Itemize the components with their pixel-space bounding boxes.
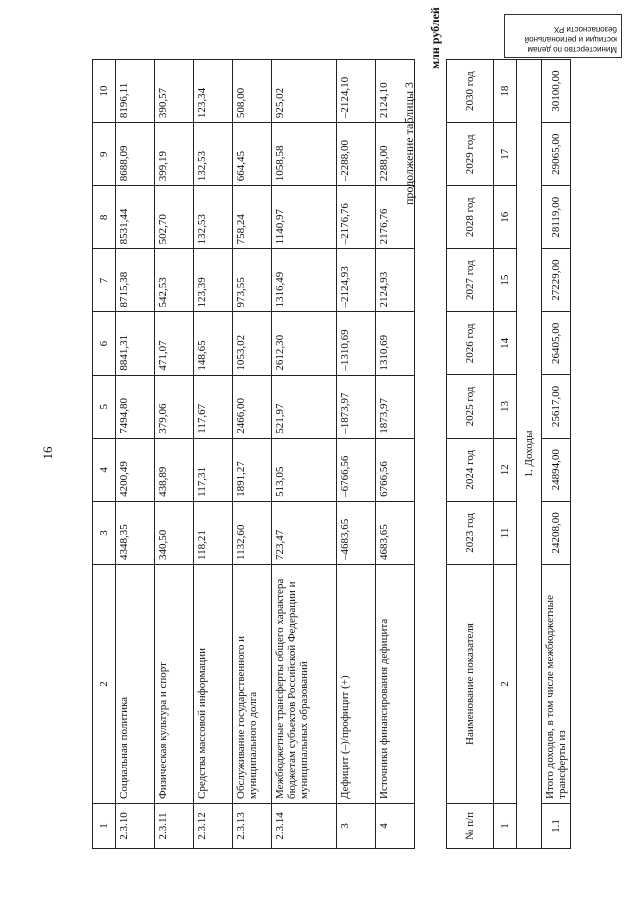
row-name: Дефицит (–)/профицит (+) <box>337 565 376 804</box>
cell-value: 8715,38 <box>116 249 155 312</box>
table-row <box>542 60 571 849</box>
row-code: 4 <box>376 804 415 849</box>
year-header: 2024 год <box>447 438 494 501</box>
table-row <box>116 60 155 849</box>
cell-value: 399,19 <box>155 123 194 186</box>
cell-value: 2612,30 <box>272 312 337 375</box>
cell-value: 117,31 <box>194 438 233 501</box>
cell-value: 1140,97 <box>272 186 337 249</box>
registration-stamp <box>504 14 622 58</box>
row-name: Социальная политика <box>116 565 155 804</box>
header-cell: 3 <box>93 501 116 564</box>
cell-value: 4200,49 <box>116 438 155 501</box>
col-name-header: Наименование показателя <box>447 565 494 804</box>
header-cell: 8 <box>93 186 116 249</box>
cell-value: 4348,35 <box>116 501 155 564</box>
cell-value: 1310,69 <box>376 312 415 375</box>
column-number: 2 <box>494 565 517 804</box>
col-no-header: № п/п <box>447 804 494 849</box>
cell-value: 1132,60 <box>233 501 272 564</box>
cell-value: 2288,00 <box>376 123 415 186</box>
year-header: 2027 год <box>447 249 494 312</box>
table-row <box>155 60 194 849</box>
row-code: 2.3.13 <box>233 804 272 849</box>
cell-value: 27229,00 <box>542 249 571 312</box>
cell-value: –2124,10 <box>337 60 376 123</box>
cell-value: 28119,00 <box>542 186 571 249</box>
cell-value: 438,89 <box>155 438 194 501</box>
cell-value: 2124,10 <box>376 60 415 123</box>
cell-value: 508,00 <box>233 60 272 123</box>
row-name: Межбюджетные трансферты общего характера бюджетам субъектов Российской Федерации и муниципальных образований <box>272 565 337 804</box>
column-number: 16 <box>494 186 517 249</box>
cell-value: 340,50 <box>155 501 194 564</box>
cell-value: 513,05 <box>272 438 337 501</box>
cell-value: 758,24 <box>233 186 272 249</box>
table-row <box>194 60 233 849</box>
cell-value: 8688,09 <box>116 123 155 186</box>
cell-value: 502,70 <box>155 186 194 249</box>
cell-value: 521,97 <box>272 375 337 438</box>
cell-value: 1058,58 <box>272 123 337 186</box>
row-code: 2.3.14 <box>272 804 337 849</box>
cell-value: 4683,65 <box>376 501 415 564</box>
row-name: Итого доходов, в том числе межбюджетные трансферты из <box>542 565 571 804</box>
budget-table-part1 <box>92 59 415 849</box>
cell-value: 2176,76 <box>376 186 415 249</box>
section-row <box>517 60 542 849</box>
budget-table-part2 <box>446 59 571 849</box>
year-header: 2026 год <box>447 312 494 375</box>
cell-value: 2124,93 <box>376 249 415 312</box>
cell-value: –1873,97 <box>337 375 376 438</box>
table-row <box>337 60 376 849</box>
cell-value: 379,06 <box>155 375 194 438</box>
cell-value: 471,07 <box>155 312 194 375</box>
cell-value: 664,45 <box>233 123 272 186</box>
column-number: 13 <box>494 375 517 438</box>
header-cell: 10 <box>93 60 116 123</box>
cell-value: 25617,00 <box>542 375 571 438</box>
cell-value: 8196,11 <box>116 60 155 123</box>
cell-value: 123,39 <box>194 249 233 312</box>
header-cell: 9 <box>93 123 116 186</box>
cell-value: 542,53 <box>155 249 194 312</box>
cell-value: –2176,76 <box>337 186 376 249</box>
header-cell: 5 <box>93 375 116 438</box>
page-number: 16 <box>40 446 55 460</box>
continuation-label: продолжение таблицы 3 <box>402 81 416 205</box>
cell-value: 148,65 <box>194 312 233 375</box>
cell-value: 973,55 <box>233 249 272 312</box>
table-header-row <box>93 60 116 849</box>
row-code: 2.3.11 <box>155 804 194 849</box>
cell-value: 132,53 <box>194 123 233 186</box>
cell-value: 118,21 <box>194 501 233 564</box>
cell-value: 1053,02 <box>233 312 272 375</box>
row-code: 2.3.12 <box>194 804 233 849</box>
cell-value: 26405,00 <box>542 312 571 375</box>
cell-value: –6766,56 <box>337 438 376 501</box>
row-code: 2.3.10 <box>116 804 155 849</box>
cell-value: 117,67 <box>194 375 233 438</box>
cell-value: 24208,00 <box>542 501 571 564</box>
table-row <box>233 60 272 849</box>
row-name: Источники финансирования дефицита <box>376 565 415 804</box>
cell-value: 132,53 <box>194 186 233 249</box>
column-number: 15 <box>494 249 517 312</box>
column-number-row <box>494 60 517 849</box>
cell-value: 6766,56 <box>376 438 415 501</box>
header-cell: 6 <box>93 312 116 375</box>
column-number: 1 <box>494 804 517 849</box>
cell-value: 30100,00 <box>542 60 571 123</box>
cell-value: –4683,65 <box>337 501 376 564</box>
stamp-line: юстиции и региональной <box>524 35 617 44</box>
year-header: 2030 год <box>447 60 494 123</box>
section-title: 1. Доходы <box>517 60 542 849</box>
year-header: 2028 год <box>447 186 494 249</box>
cell-value: 7494,80 <box>116 375 155 438</box>
column-number: 18 <box>494 60 517 123</box>
cell-value: 1873,97 <box>376 375 415 438</box>
year-header: 2029 год <box>447 123 494 186</box>
row-name: Физическая культура и спорт <box>155 565 194 804</box>
row-code: 1.1 <box>542 804 571 849</box>
year-header: 2023 год <box>447 501 494 564</box>
row-code: 3 <box>337 804 376 849</box>
cell-value: 123,34 <box>194 60 233 123</box>
unit-label: млн рублей <box>428 7 442 69</box>
cell-value: 24894,00 <box>542 438 571 501</box>
cell-value: –1310,69 <box>337 312 376 375</box>
stamp-line: безопасности РХ <box>553 25 617 34</box>
column-number: 12 <box>494 438 517 501</box>
row-name: Обслуживание государственного и муниципального долга <box>233 565 272 804</box>
header-cell: 1 <box>93 804 116 849</box>
cell-value: 390,57 <box>155 60 194 123</box>
header-cell: 7 <box>93 249 116 312</box>
cell-value: 8531,44 <box>116 186 155 249</box>
row-name: Средства массовой информации <box>194 565 233 804</box>
cell-value: 723,47 <box>272 501 337 564</box>
cell-value: –2288,00 <box>337 123 376 186</box>
cell-value: –2124,93 <box>337 249 376 312</box>
cell-value: 925,02 <box>272 60 337 123</box>
table-row <box>272 60 337 849</box>
cell-value: 1891,27 <box>233 438 272 501</box>
year-header: 2025 год <box>447 375 494 438</box>
cell-value: 8841,31 <box>116 312 155 375</box>
cell-value: 1316,49 <box>272 249 337 312</box>
cell-value: 29065,00 <box>542 123 571 186</box>
cell-value: 2466,00 <box>233 375 272 438</box>
column-number: 14 <box>494 312 517 375</box>
header-cell: 2 <box>93 565 116 804</box>
table-header-row <box>447 60 494 849</box>
header-cell: 4 <box>93 438 116 501</box>
stamp-line: Министерство по делам <box>527 45 617 54</box>
column-number: 17 <box>494 123 517 186</box>
column-number: 11 <box>494 501 517 564</box>
